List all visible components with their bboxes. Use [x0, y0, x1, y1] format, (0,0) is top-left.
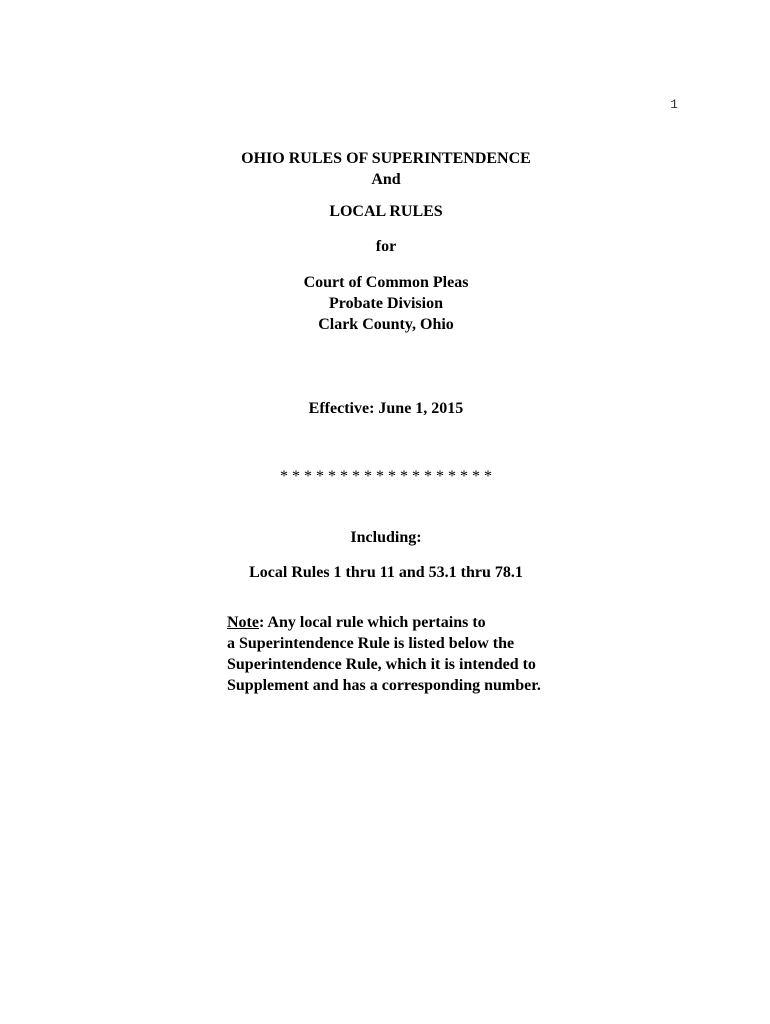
- page-number: 1: [670, 97, 678, 112]
- title-line-1: OHIO RULES OF SUPERINTENDENCE: [241, 150, 531, 167]
- title-line-4: for: [375, 238, 397, 255]
- court-block: [228, 272, 544, 335]
- local-rules-heading: [228, 201, 544, 222]
- including-rules-text: Local Rules 1 thru 11 and 53.1 thru 78.1: [249, 564, 523, 581]
- including-heading: [228, 527, 544, 548]
- including-rules: [228, 562, 544, 583]
- document-title: [228, 148, 544, 190]
- note-block: [227, 612, 547, 696]
- separator-stars: * * * * * * * * * * * * * * * * * *: [280, 468, 492, 485]
- for-line: [228, 236, 544, 257]
- effective-date: [228, 398, 544, 419]
- note-label: Note: [227, 614, 259, 631]
- effective-date-text: Effective: June 1, 2015: [308, 400, 464, 417]
- separator: [228, 466, 544, 487]
- court-line-2: Probate Division: [329, 295, 443, 312]
- note-line-1-text: : Any local rule which pertains to: [258, 614, 486, 631]
- note-line-4: Supplement and has a corresponding number.: [227, 677, 541, 694]
- title-line-3: LOCAL RULES: [329, 203, 443, 220]
- note-line-2: a Superintendence Rule is listed below the: [227, 635, 515, 652]
- court-line-1: Court of Common Pleas: [303, 274, 469, 291]
- including-heading-text: Including:: [350, 529, 422, 546]
- court-line-3: Clark County, Ohio: [318, 316, 454, 333]
- note-line-1: [227, 612, 547, 633]
- note-line-3: Superintendence Rule, which it is intended to: [227, 656, 536, 673]
- title-line-2: And: [371, 171, 401, 188]
